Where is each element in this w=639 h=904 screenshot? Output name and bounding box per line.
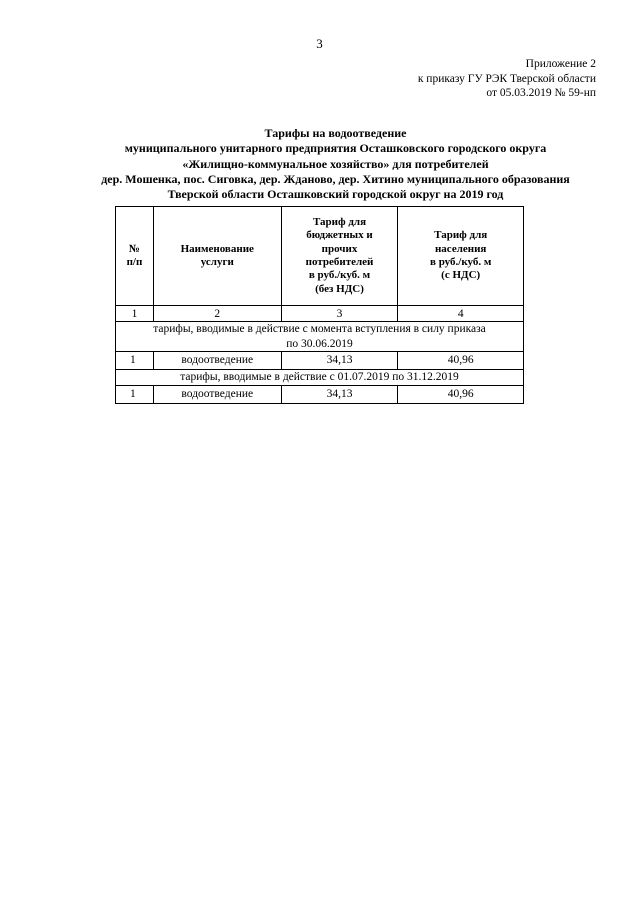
tariff-population-value: 40,96: [398, 385, 524, 403]
appendix-line: от 05.03.2019 № 59-нп: [486, 87, 596, 99]
row-number: 1: [116, 385, 154, 403]
document-title: [60, 126, 611, 202]
section-heading: тарифы, вводимые в действие с 01.07.2019 по 31.12.2019: [116, 370, 524, 386]
header-number: № п/п: [116, 207, 154, 306]
table-row: [116, 385, 524, 403]
appendix-line: Приложение 2: [525, 58, 596, 70]
header-tariff-budget: Тариф для бюджетных и прочих потребителей в руб./куб. м (без НДС): [281, 207, 398, 306]
service-name: водоотведение: [153, 352, 281, 370]
service-name: водоотведение: [153, 385, 281, 403]
appendix-reference: [418, 57, 596, 101]
title-line: муниципального унитарного предприятия Осташковского городского округа: [124, 141, 547, 156]
page-number: 3: [316, 36, 323, 51]
title-line: Тарифы на водоотведение: [264, 126, 407, 140]
tariff-table: [115, 206, 524, 404]
tariff-budget-value: 34,13: [281, 352, 398, 370]
column-number-row: [116, 306, 524, 322]
section-heading: тарифы, вводимые в действие с момента вступления в силу приказа по 30.06.2019: [116, 322, 524, 352]
column-number: 4: [398, 306, 524, 322]
title-line: дер. Мошенка, пос. Сиговка, дер. Жданово, дер. Хитино муниципального образования: [101, 171, 570, 186]
tariff-population-value: 40,96: [398, 352, 524, 370]
table-header-row: [116, 207, 524, 306]
title-line: Тверской области Осташковский городской округ на 2019 год: [167, 187, 504, 202]
header-service-name: Наименование услуги: [153, 207, 281, 306]
column-number: 3: [281, 306, 398, 322]
tariff-budget-value: 34,13: [281, 385, 398, 403]
column-number: 1: [116, 306, 154, 322]
header-tariff-population: Тариф для населения в руб./куб. м (с НДС): [398, 207, 524, 306]
appendix-line: к приказу ГУ РЭК Тверской области: [417, 72, 596, 85]
section-row: [116, 322, 524, 352]
title-line: «Жилищно-коммунальное хозяйство» для потребителей: [182, 156, 489, 171]
section-row: [116, 370, 524, 386]
table-row: [116, 352, 524, 370]
column-number: 2: [153, 306, 281, 322]
row-number: 1: [116, 352, 154, 370]
